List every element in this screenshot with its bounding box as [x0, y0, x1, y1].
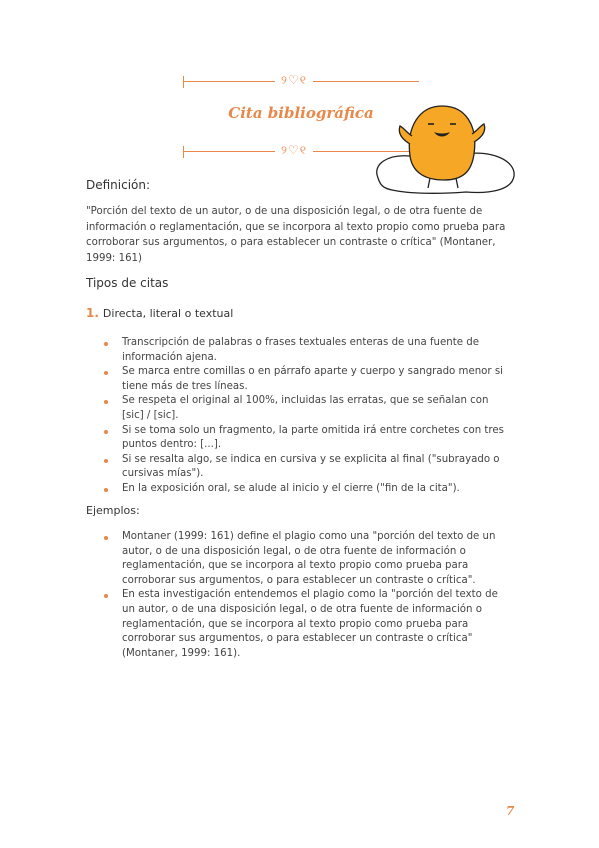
section-number: 1. [86, 306, 99, 320]
list-item: Se respeta el original al 100%, incluidas las erratas, que se señalan con [sic] / [sic]. [104, 394, 504, 423]
list-item: Si se toma solo un fragmento, la parte omitida irá entre corchetes con tres puntos dentro: [...]. [104, 424, 504, 453]
definition-heading: Definición: [86, 178, 151, 192]
examples-heading: Ejemplos: [86, 504, 140, 517]
bullet-icon [104, 342, 108, 346]
bullet-icon [104, 488, 108, 492]
list-item: En la exposición oral, se alude al inicio y el cierre ("fin de la cita"). [104, 482, 504, 497]
list-item: En esta investigación entendemos el plagio como la "porción del texto de un autor, o de una disposición legal, o de otra fuente de información o reglamentación, que se incorpora al texto propio como prueba para corroborar sus argumentos, o para establecer un contraste o crítica" (Montaner, 1999: 161). [104, 588, 504, 661]
bullet-icon [104, 594, 108, 598]
subheading-label: Directa, literal o textual [102, 307, 234, 320]
bullet-icon [104, 371, 108, 375]
bullet-icon [104, 400, 108, 404]
bullet-icon [104, 430, 108, 434]
types-heading: Tipos de citas [86, 276, 169, 290]
heart-ornament-icon: ୨♡୧ [281, 73, 307, 87]
egg-yolk-mascot-icon [370, 96, 520, 196]
list-item: Si se resalta algo, se indica en cursiva y se explicita al final ("subrayado o cursivas mías"). [104, 453, 504, 482]
list-item: Se marca entre comillas o en párrafo aparte y cuerpo y sangrado menor si tiene más de tres líneas. [104, 365, 504, 394]
definition-text: "Porción del texto de un autor, o de una disposición legal, o de otra fuente de información o reglamentación, que se incorpora al texto propio como prueba para corroborar sus argumentos, o para establecer un contraste o crítica" (Montaner, 1999: 161) [86, 206, 506, 264]
bullet-icon [104, 536, 108, 540]
top-frame-line [183, 73, 419, 88]
heart-ornament-icon: ୨♡୧ [281, 143, 307, 157]
page-number: 7 [506, 804, 515, 818]
list-item: Transcripción de palabras o frases textuales enteras de una fuente de información ajena. [104, 336, 504, 365]
list-item: Montaner (1999: 161) define el plagio como una "porción del texto de un autor, o de una disposición legal, o de otra fuente de información o reglamentación, que se incorpora al texto propio como prueba para corroborar sus argumentos, o para establecer un contraste o crítica". [104, 530, 504, 588]
subheading-directa [86, 306, 233, 320]
direct-citation-list [104, 336, 504, 497]
bullet-icon [104, 459, 108, 463]
examples-list [104, 530, 504, 661]
page-title: Cita bibliográfica [228, 104, 374, 122]
